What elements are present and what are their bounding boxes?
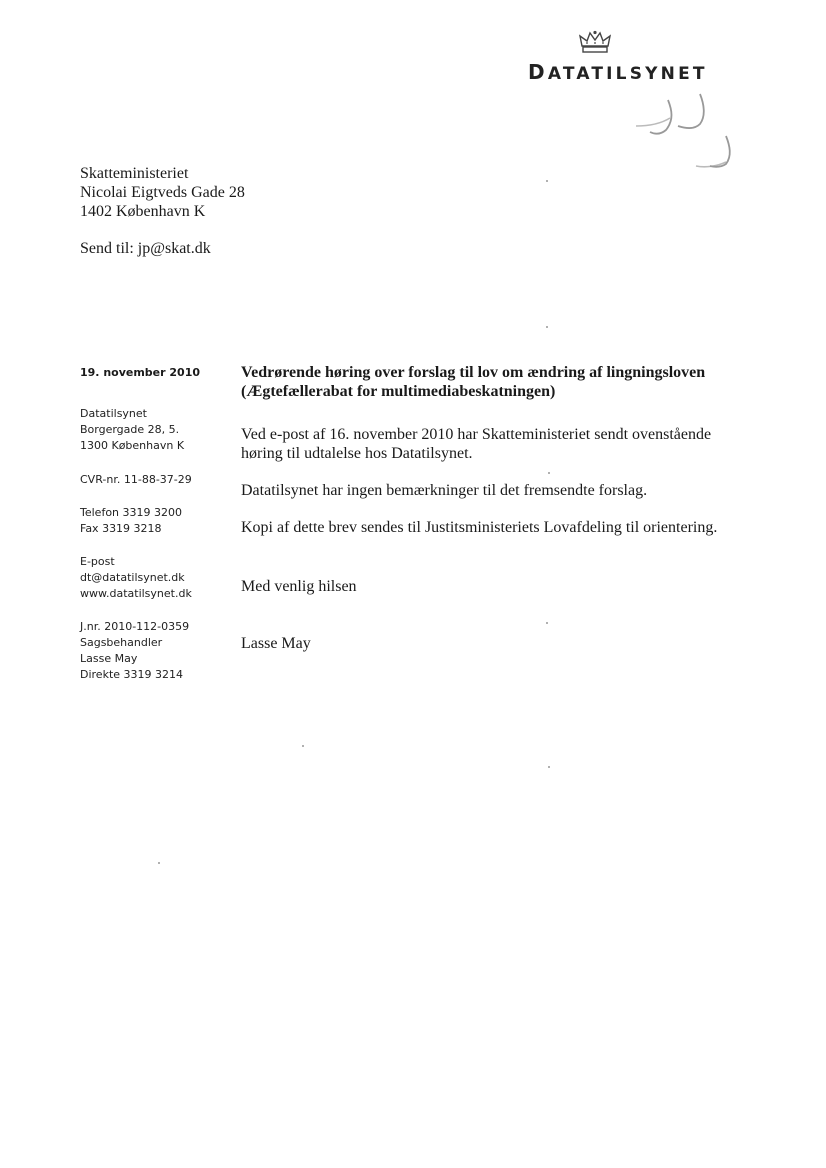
direct-phone: Direkte 3319 3214 [80, 668, 184, 681]
recipient-address [80, 164, 245, 221]
letter-subject [241, 363, 781, 401]
sender-name: Datatilsynet [80, 407, 147, 420]
signature-name: Lasse May [241, 635, 311, 652]
sender-city: 1300 København K [80, 439, 185, 452]
sender-phone: Telefon 3319 3200 [80, 506, 182, 519]
sender-cvr: CVR-nr. 11-88-37-29 [80, 473, 192, 486]
sender-website: www.datatilsynet.dk [80, 587, 192, 600]
paragraph-1-line-1: Ved e-post af 16. november 2010 har Skatteministeriet sendt ovenstående [241, 426, 712, 443]
logo-initial: D [528, 60, 548, 84]
logo-name: ATATILSYNET [547, 64, 708, 84]
scan-speck [546, 326, 548, 328]
case-info-block [80, 619, 189, 683]
recipient-street: Nicolai Eigtveds Gade 28 [80, 184, 245, 201]
journal-number: J.nr. 2010-112-0359 [80, 620, 190, 633]
sender-contact-block [80, 554, 192, 602]
subject-line-1: Vedrørende høring over forslag til lov om ændring af lingningsloven [241, 364, 706, 381]
scan-speck [548, 472, 550, 474]
recipient-city: 1402 København K [80, 203, 206, 220]
sender-address [80, 406, 184, 454]
handwritten-initials [622, 92, 752, 182]
recipient-name: Skatteministeriet [80, 165, 189, 182]
case-handler-label: Sagsbehandler [80, 636, 163, 649]
sender-fax: Fax 3319 3218 [80, 522, 162, 535]
sender-email-label: E-post [80, 555, 115, 568]
scan-speck [548, 766, 550, 768]
send-to-line: Send til: jp@skat.dk [80, 240, 211, 257]
paragraph-2: Datatilsynet har ingen bemærkninger til det fremsendte forslag. [241, 482, 648, 499]
subject-line-2: (Ægtefællerabat for multimediabeskatningen) [241, 383, 556, 400]
closing: Med venlig hilsen [241, 578, 357, 595]
organization-logo [528, 60, 754, 84]
sender-phone-block [80, 505, 182, 537]
scan-speck [546, 622, 548, 624]
paragraph-1 [241, 425, 781, 463]
crown-icon [578, 30, 612, 56]
paragraph-1-line-2: høring til udtalelse hos Datatilsynet. [241, 445, 473, 462]
letter-date: 19. november 2010 [80, 366, 201, 379]
scan-speck [302, 745, 304, 747]
scan-speck [158, 862, 160, 864]
paragraph-3: Kopi af dette brev sendes til Justitsministeriets Lovafdeling til orientering. [241, 519, 718, 536]
scan-speck [546, 180, 548, 182]
sender-email: dt@datatilsynet.dk [80, 571, 185, 584]
sender-street: Borgergade 28, 5. [80, 423, 180, 436]
case-handler-name: Lasse May [80, 652, 138, 665]
